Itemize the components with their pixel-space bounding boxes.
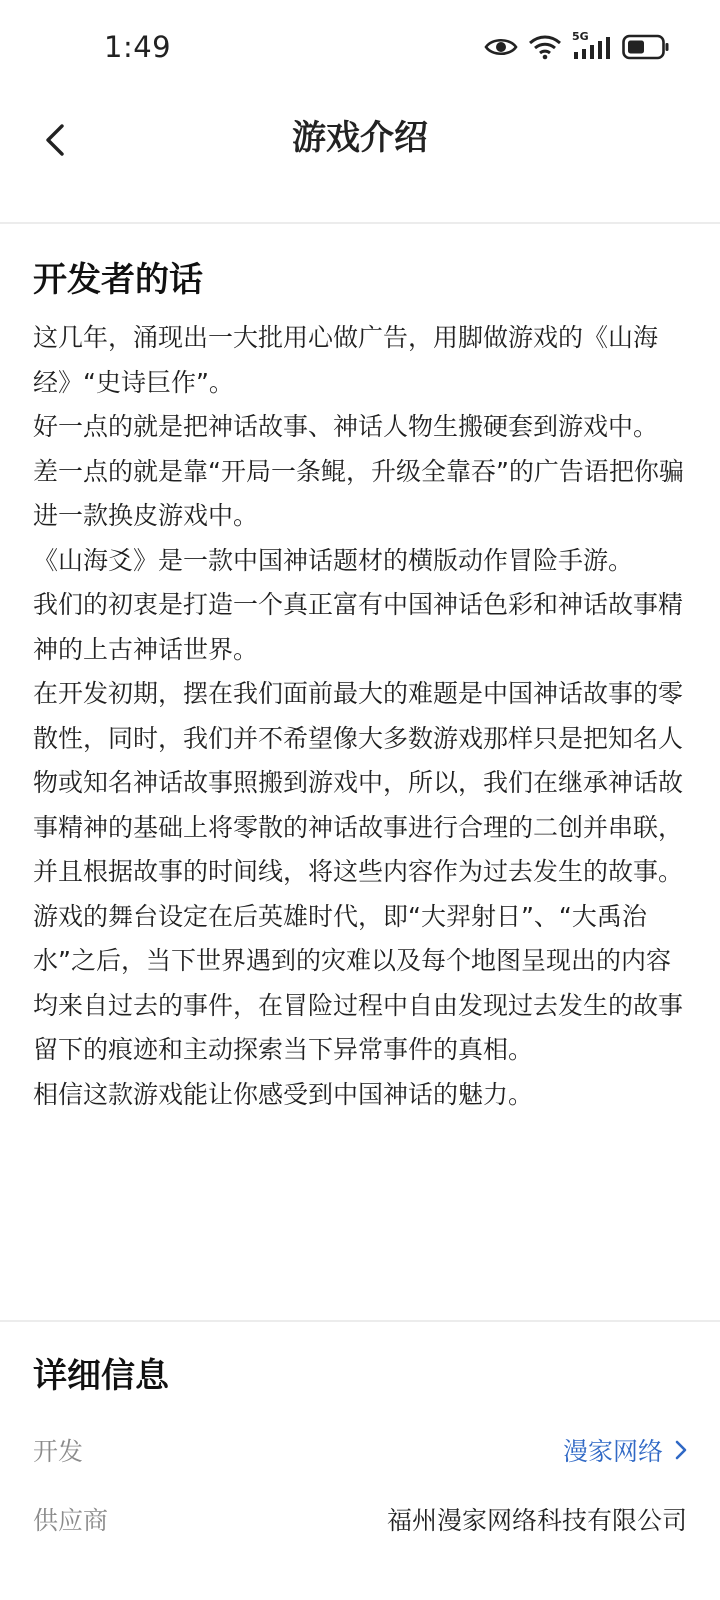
section-divider [0, 1320, 720, 1322]
status-time: 1:49 [104, 30, 172, 64]
developer-notes-title: 开发者的话 [33, 260, 203, 300]
network-label: 5G [572, 30, 589, 43]
developer-notes-body [33, 316, 693, 1117]
paragraph: 在开发初期，摆在我们面前最大的难题是中国神话故事的零散性，同时，我们并不希望像大多数游戏那样只是把知名人物或知名神话故事照搬到游戏中，所以，我们在继承神话故事精神的基础上将零散的神话故事进行合理的二创并串联，并且根据故事的时间线，将这些内容作为过去发生的故事。 [33, 679, 684, 886]
page-title: 游戏介绍 [292, 118, 428, 158]
top-header [0, 96, 720, 226]
paragraph: 我们的初衷是打造一个真正富有中国神话色彩和神话故事精神的上古神话世界。 [33, 590, 684, 664]
paragraph: 游戏的舞台设定在后英雄时代，即“大羿射日”、“大禹治水”之后，当下世界遇到的灾难以及每个地图呈现出的内容均来自过去的事件，在冒险过程中自由发现过去发生的故事留下的痕迹和主动探索当下异常事件的真相。 [33, 901, 684, 1064]
supplier-label: 供应商 [33, 1506, 109, 1535]
developer-row [33, 1428, 687, 1472]
supplier-row [33, 1497, 687, 1541]
status-bar [0, 0, 720, 96]
supplier-value: 福州漫家网络科技有限公司 [386, 1506, 687, 1535]
eye-icon [484, 36, 518, 58]
paragraph: 这几年，涌现出一大批用心做广告，用脚做游戏的《山海经》“史诗巨作”。 [33, 323, 659, 397]
battery-icon [622, 34, 670, 60]
developer-label: 开发 [33, 1437, 84, 1466]
wifi-icon [528, 34, 562, 60]
header-divider [0, 222, 720, 224]
developer-value: 漫家网络 [562, 1437, 663, 1466]
paragraph: 《山海爻》是一款中国神话题材的横版动作冒险手游。 [33, 545, 634, 575]
paragraph: 差一点的就是靠“开局一条鲲，升级全靠吞”的广告语把你骗进一款换皮游戏中。 [33, 456, 684, 530]
paragraph: 相信这款游戏能让你感受到中国神话的魅力。 [33, 1079, 534, 1109]
signal-5g-icon [572, 30, 612, 60]
details-title: 详细信息 [33, 1356, 169, 1396]
chevron-right-icon [675, 1440, 687, 1460]
status-icons [484, 32, 670, 62]
paragraph: 好一点的就是把神话故事、神话人物生搬硬套到游戏中。 [33, 412, 659, 441]
developer-link[interactable] [563, 1432, 687, 1468]
